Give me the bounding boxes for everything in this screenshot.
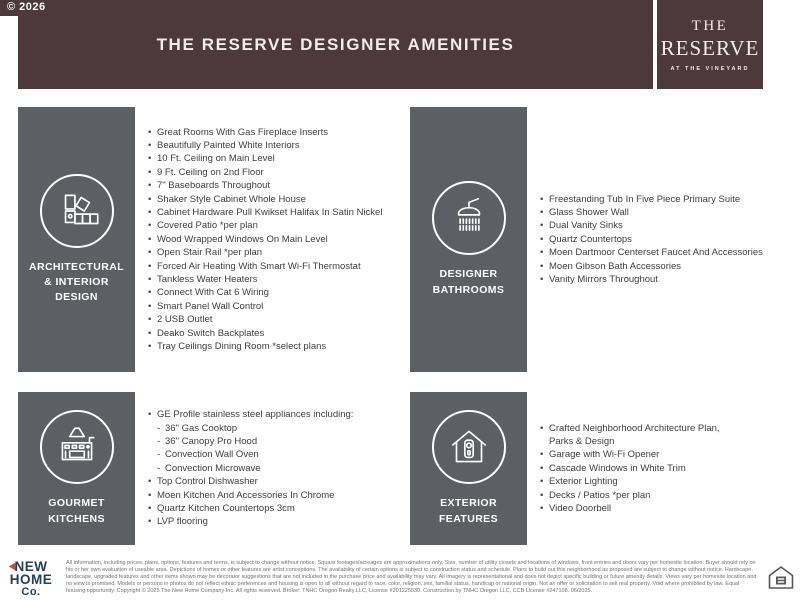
section-label-box <box>18 107 135 372</box>
amenity-list <box>527 392 795 545</box>
list-item: • Cascade Windows in White Trim <box>540 462 686 474</box>
section-architectural-interior-design <box>18 107 400 372</box>
list-item: • 7" Baseboards Throughout <box>148 180 271 192</box>
amenity-list <box>135 392 400 545</box>
list-item: - Convection Wall Oven <box>157 449 259 461</box>
logo-line-tagline: AT THE VINEYARD <box>670 65 750 72</box>
list-item: • Moen Dartmoor Centerset Faucet And Accessories <box>540 247 763 259</box>
stove-range-icon <box>40 410 114 484</box>
list-item: • Shaker Style Cabinet Whole House <box>148 193 306 205</box>
list-item: • Connect With Cat 6 Wiring <box>148 287 269 299</box>
list-item: • Glass Shower Wall <box>540 206 629 218</box>
list-item: Parks & Design <box>549 435 615 447</box>
section-gourmet-kitchens <box>18 392 400 545</box>
logo-home: HOME <box>9 571 53 587</box>
page-title: THE RESERVE DESIGNER AMENITIES <box>156 34 515 54</box>
legal-disclaimer: All information, including prices, plans, options, features and terms, is subject to change without notice. Square footages/acreages are approximations only. Size, number of utility closets and locations of windows, front entries and doors vary per homesite location. Buyer should rely on his or her own evaluation of useable area. Depictions of homes or other features are artist conceptions. The availability of certain options is subject to construction status and schedule. Plans to build out this neighborhood as proposed are subject to change without notice. Hardscape, landscape, upgraded features and other items shown may be decorator suggestions that are not included in the purchase price and availability may vary. All imagery is representational and does not depict specific building or future amenity details. Views vary per homesite location and no view is promised. Models or persons in photos do not reflect ethnic preferences and housing is open to all without regard to race, color, religion, sex, familial status, handicap or national origin. Not an offer or solicitation to sell real property. Void where prohibited by law. Equal housing opportunity. Copyright © 2025 The New Home Company Inc. All rights reserved. Broker: TNHC Oregon Realty LLC, License #201225530. Construction by TNHC Oregon LLC, CCB License #247108. 06/2025. <box>66 560 757 595</box>
list-item: • Smart Panel Wall Control <box>148 300 264 312</box>
section-exterior-features <box>410 392 795 545</box>
section-label-box <box>410 392 527 545</box>
list-item: • LVP flooring <box>148 516 208 528</box>
list-item: • Crafted Neighborhood Architecture Plan, <box>540 422 720 434</box>
list-item: - 36" Canopy Pro Hood <box>157 435 258 447</box>
list-item: • Open Stair Rail *per plan <box>148 247 263 259</box>
list-item: - 36" Gas Cooktop <box>157 422 238 434</box>
list-item: • Quartz Kitchen Countertops 3cm <box>148 503 295 515</box>
amenity-list <box>527 107 795 372</box>
paint-swatches-icon <box>40 174 114 248</box>
section-designer-bathrooms <box>410 107 795 372</box>
logo-co: Co. <box>21 585 41 598</box>
list-item: • Wood Wrapped Windows On Main Level <box>148 233 328 245</box>
list-item: • 9 Ft. Ceiling on 2nd Floor <box>148 166 264 178</box>
section-label-box <box>410 107 527 372</box>
logo-line-the: THE <box>691 17 729 34</box>
list-item: • Quartz Countertops <box>540 233 632 245</box>
list-item: - Convection Microwave <box>157 462 261 474</box>
list-item: • GE Profile stainless steel appliances including: <box>148 409 354 421</box>
copyright-watermark: © 2026 <box>0 0 56 16</box>
list-item: • Tray Ceilings Dining Room *select plans <box>148 341 327 353</box>
amenities-grid <box>18 107 795 545</box>
list-item: • Dual Vanity Sinks <box>540 220 623 232</box>
section-title: DESIGNER BATHROOMS <box>432 268 505 296</box>
list-item: • Tankless Water Heaters <box>148 274 258 286</box>
logo-line-reserve: RESERVE <box>660 35 760 60</box>
list-item: • Beautifully Painted White Interiors <box>148 139 300 151</box>
list-item: • Deako Switch Backplates <box>148 327 265 339</box>
logo-new: NEW <box>15 561 48 574</box>
list-item: • Garage with Wi-Fi Opener <box>540 449 660 461</box>
list-item: • Freestanding Tub In Five Piece Primary Suite <box>540 193 741 205</box>
list-item: • Exterior Lighting <box>540 476 618 488</box>
new-home-co-logo <box>5 559 57 597</box>
list-item: • Moen Kitchen And Accessories In Chrome <box>148 489 335 501</box>
title-bar <box>18 0 653 89</box>
section-title: EXTERIOR FEATURES <box>438 497 498 525</box>
list-item: • Great Rooms With Gas Fireplace Inserts <box>148 126 329 138</box>
reserve-logo <box>657 0 763 89</box>
list-item: • Top Control Dishwasher <box>148 476 258 488</box>
list-item: • Cabinet Hardware Pull Kwikset Halifax In Satin Nickel <box>148 206 383 218</box>
list-item: • Decks / Patios *per plan <box>540 489 651 501</box>
shower-head-icon <box>432 181 506 255</box>
list-item: • 10 Ft. Ceiling on Main Level <box>148 153 275 165</box>
section-label-box <box>18 392 135 545</box>
list-item: • Vanity Mirrors Throughout <box>540 274 658 286</box>
page-header <box>18 0 763 89</box>
equal-housing-logo <box>767 564 795 592</box>
list-item: • Covered Patio *per plan <box>148 220 258 232</box>
house-doorbell-icon <box>432 410 506 484</box>
list-item: • 2 USB Outlet <box>148 314 213 326</box>
list-item: • Forced Air Heating With Smart Wi-Fi Thermostat <box>148 260 361 272</box>
amenity-list <box>135 107 400 372</box>
page-footer <box>5 559 795 597</box>
section-title: GOURMET KITCHENS <box>48 497 105 525</box>
list-item: • Moen Gibson Bath Accessories <box>540 260 682 272</box>
section-title: ARCHITECTURAL & INTERIOR DESIGN <box>28 260 125 304</box>
list-item: • Video Doorbell <box>540 503 612 515</box>
